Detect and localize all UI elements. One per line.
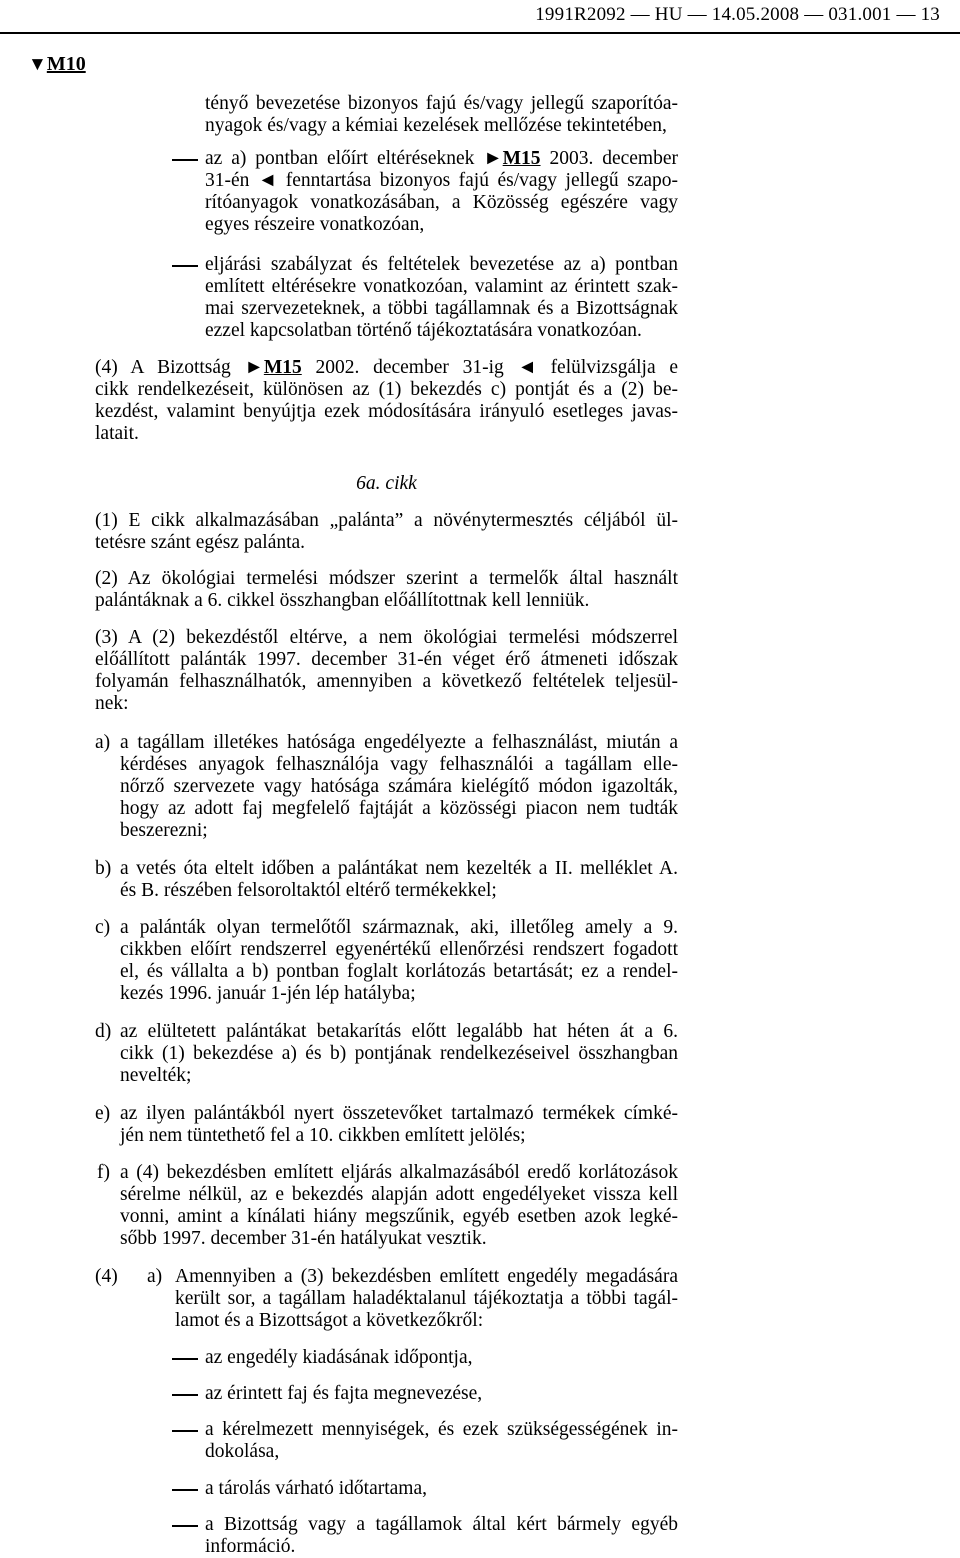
dash-marker bbox=[172, 1358, 198, 1360]
list-item-c: a palánták olyan termelőtől származnak, aki, illetőleg amely a 9. cikkben előírt rendszerrel egyenértékű ellenőrzési rendszert fogadott el, és vállalta a b) pontban foglalt korlátozás betartását; ez a rendel- kezés 1996. január 1-jén lép hatályba; bbox=[120, 917, 678, 1004]
dash-marker bbox=[172, 1525, 198, 1527]
intro-text: tényő bevezetése bizonyos fajú és/vagy jellegű szaporítóa- nyagok és/vagy a kémiai kezelések mellőzése tekintetében, bbox=[205, 93, 678, 136]
subdash-item: a tárolás várható időtartama, bbox=[205, 1478, 427, 1499]
triangle-left-icon: ◄ bbox=[257, 170, 278, 191]
dash-marker bbox=[172, 265, 198, 267]
article-title: 6a. cikk bbox=[356, 473, 417, 494]
list-item-b: a vetés óta eltelt időben a palántákat nem kezelték a II. melléklet A. és B. részében felsoroltaktól eltérő termékekkel; bbox=[120, 858, 678, 901]
list-item-f: a (4) bekezdésben említett eljárás alkalmazásából eredő korlátozások sérelme nélkül, az e bekezdés alapján adott engedélyeket vissza kell vonni, amint a kínálati hiány megszűnik, egyéb esetben azok legké- sőbb 1997. december 31-én hatályukat vesztik. bbox=[120, 1162, 678, 1249]
triangle-right-icon: ► bbox=[483, 148, 503, 169]
paragraph-number: (4) bbox=[95, 1266, 118, 1287]
list-item-e: az ilyen palántákból nyert összetevőket tartalmazó termékek címké- jén nem tüntethető fel a 10. cikkben említett jelölés; bbox=[120, 1103, 678, 1146]
subdash-item: az érintett faj és fajta megnevezése, bbox=[205, 1383, 483, 1404]
paragraph-1: (1) E cikk alkalmazásában „palánta” a növénytermesztés céljából ül- tetésre szánt egész palánta. bbox=[95, 510, 678, 553]
dash-marker bbox=[172, 159, 198, 161]
subdash-item: az engedély kiadásának időpontja, bbox=[205, 1347, 473, 1368]
item-letter: c) bbox=[95, 917, 111, 938]
item-letter: f) bbox=[97, 1162, 110, 1183]
dash-marker bbox=[172, 1489, 198, 1491]
dash-item-2: eljárási szabályzat és feltételek bevezetése az a) pontban említett eltérésekre vonatkozóan, valamint az érintett szak- mai szervezeteknek, a többi tagállamnak és a Bizottságnak ezzel kapcsolatban történő tájékoztatására vonatkozóan. bbox=[205, 254, 678, 341]
item-letter: d) bbox=[95, 1021, 112, 1042]
dash-marker bbox=[172, 1430, 198, 1432]
paragraph-2: (2) Az ökológiai termelési módszer szerint a termelők által használt palántáknak a 6. cikkel összhangban előállítottnak kell lenniük. bbox=[95, 568, 678, 611]
ref-m15-link[interactable]: ►M15 bbox=[244, 357, 302, 378]
amendment-marker[interactable] bbox=[28, 53, 86, 76]
header-rule bbox=[0, 32, 960, 34]
item-letter: a) bbox=[147, 1266, 163, 1287]
list-item-a: a tagállam illetékes hatósága engedélyezte a felhasználást, miután a kérdéses anyagok felhasználója vagy felhasználói a tagállam elle- nőrző szervezete vagy hatósága számára kielégítő módon igazolták, hogy az adott faj megfelelő fajtáját a közösségi piacon nem tudták beszerezni; bbox=[120, 732, 678, 841]
dash-marker bbox=[172, 1394, 198, 1396]
dash-item-1: az a) pontban előírt eltéréseknek ►M15 2003. december 31-én ◄ fenntartása bizonyos fajú és/vagy jellegű szapo- rítóanyagok vonatkozásában, a Közösség egészére vagy egyes részeire vonatkozóan, bbox=[205, 148, 678, 235]
paragraph-3: (3) A (2) bekezdéstől eltérve, a nem ökológiai termelési módszerrel előállított palánták 1997. december 31-én véget érő átmeneti időszak folyamán felhasználhatók, amennyiben a következő feltételek teljesül- nek: bbox=[95, 627, 678, 714]
subdash-item: a Bizottság vagy a tagállamok által kért bármely egyéb információ. bbox=[205, 1514, 678, 1557]
paragraph-4a: Amennyiben a (3) bekezdésben említett engedély megadására került sor, a tagállam haladéktalanul tájékoztatja a többi tagál- lamot és a Bizottságot a következőkről: bbox=[175, 1266, 678, 1331]
triangle-right-icon: ► bbox=[244, 357, 264, 378]
paragraph-4: (4) A Bizottság ►M15 2002. december 31-ig ◄ felülvizsgálja e cikk rendelkezéseit, különösen az (1) bekezdés c) pontját és a (2) be- kezdést, valamint benyújtja ezek módosítására irányuló esetleges javas- latait. bbox=[95, 357, 678, 444]
ref-m15-link[interactable]: ►M15 bbox=[483, 148, 541, 169]
page-header: 1991R2092 — HU — 14.05.2008 — 031.001 — 13 bbox=[535, 4, 940, 25]
item-letter: e) bbox=[95, 1103, 111, 1124]
item-letter: a) bbox=[95, 732, 111, 753]
triangle-left-icon: ◄ bbox=[517, 357, 537, 378]
item-letter: b) bbox=[95, 858, 112, 879]
list-item-d: az elültetett palántákat betakarítás előtt legalább hat héten át a 6. cikk (1) bekezdése a) és b) pontjának rendelkezéseivel összhangban nevelték; bbox=[120, 1021, 678, 1086]
amendment-label[interactable]: M10 bbox=[46, 53, 86, 75]
subdash-item: a kérelmezett mennyiségek, és ezek szükségességének in- dokolása, bbox=[205, 1419, 678, 1462]
triangle-down-icon: ▼ bbox=[28, 54, 47, 75]
